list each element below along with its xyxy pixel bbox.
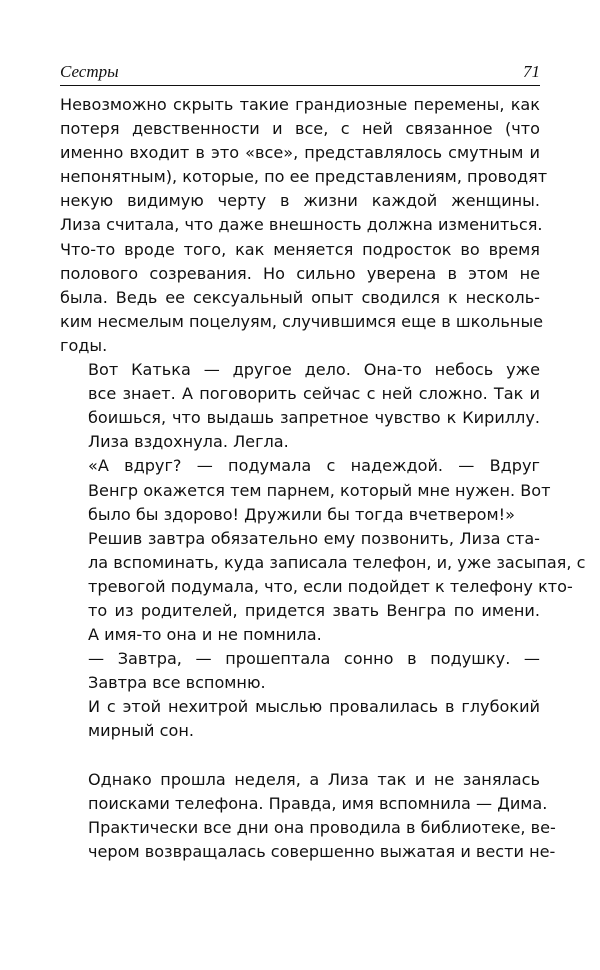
text-line: Венгр окажется тем парнем, который мне нужен. Вот [88,480,551,500]
text-line: Лиза вздохнула. Легла. [88,432,289,452]
text-line: непонятным), которые, по ее представлениям, проводят [60,167,548,187]
text-line: Что-то вроде того, как меняется подросток во время [60,239,540,259]
text-line: было бы здорово! Дружили бы тогда вчетвером!» [88,504,515,524]
paragraph [60,454,551,526]
body-text [60,93,586,864]
text-line: то из родителей, придется звать Венгра по имени. [88,600,540,620]
text-line: тревогой подумала, что, если подойдет к телефону кто- [88,576,573,596]
text-line: мирный сон. [88,721,194,741]
text-line: ким несмелым поцелуям, случившимся еще в школьные [60,311,544,331]
text-line: И с этой нехитрой мыслью провалилась в глубокий [88,697,540,717]
page-number: 71 [523,62,540,81]
text-line: все знает. А поговорить сейчас с ней сложно. Так и [88,384,540,404]
text-line: Невозможно скрыть такие грандиозные перемены, как [60,95,540,114]
text-line: Вот Катька — другое дело. Она-то небось уже [88,360,540,380]
text-line: некую видимую черту в жизни каждой женщины. [60,191,540,211]
text-line: боишься, что выдашь запретное чувство к Кириллу. [88,408,540,428]
text-line: именно входит в это «все», представлялось смутным и [60,143,540,163]
text-line: Завтра все вспомню. [88,673,266,693]
text-line: Решив завтра обязательно ему позвонить, Лиза ста- [88,528,540,548]
section-break [60,744,540,768]
text-line: Практически все дни она проводила в библиотеке, ве- [88,817,556,837]
text-line: была. Ведь ее сексуальный опыт сводился к несколь- [60,287,540,307]
text-line: ла вспоминать, куда записала телефон, и, уже засыпая, с [88,552,586,572]
text-line: полового созревания. Но сильно уверена в этом не [60,263,540,283]
text-line: А имя-то она и не помнила. [88,625,322,645]
text-line: чером возвращалась совершенно выжатая и вести не- [88,841,556,861]
text-line: потеря девственности и все, с ней связанное (что [60,119,540,139]
paragraph [60,647,540,695]
text-line: — Завтра, — прошептала сонно в подушку. — [88,649,540,669]
paragraph [60,93,548,358]
book-page [60,62,586,864]
text-line: «А вдруг? — подумала с надеждой. — Вдруг [88,456,540,476]
text-line: годы. [60,335,108,355]
text-line: поисками телефона. Правда, имя вспомнила — Дима. [88,793,548,813]
paragraph [60,527,586,647]
running-title: Сестры [60,62,119,81]
paragraph [60,695,540,743]
paragraph [60,358,540,454]
text-line: Лиза считала, что даже внешность должна измениться. [60,215,543,235]
text-line: Однако прошла неделя, а Лиза так и не занялась [88,769,540,789]
paragraph [60,768,556,864]
running-header [60,62,540,86]
